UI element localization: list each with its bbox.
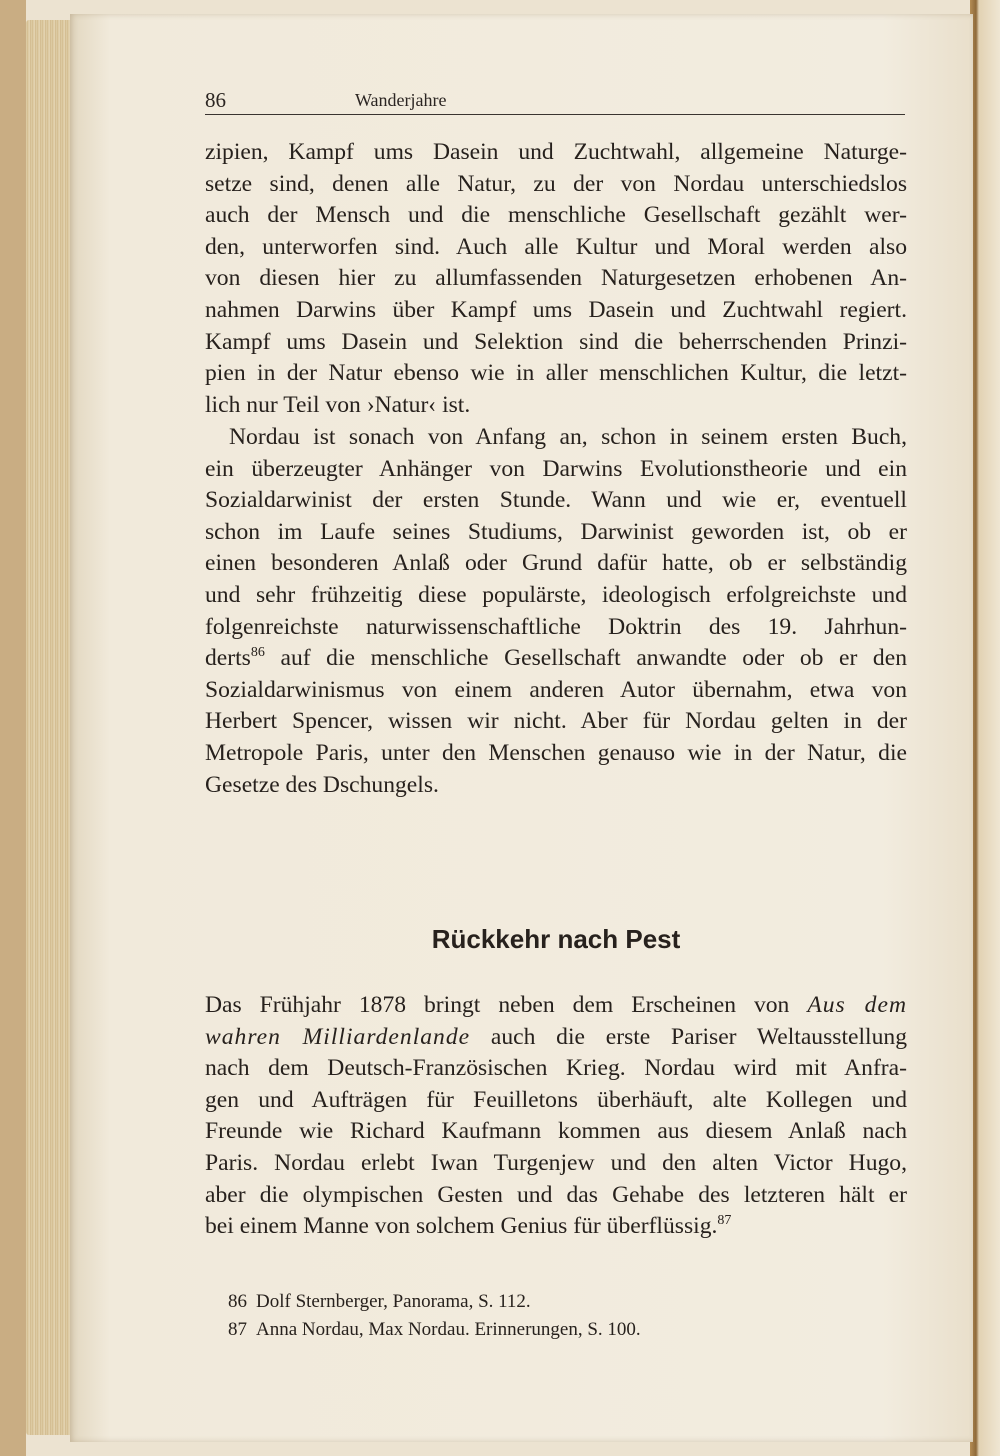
text-line: Herbert Spencer, wissen wir nicht. Aber für Nordau gelten in der: [205, 708, 907, 735]
text-line: pien in der Natur ebenso wie in aller menschlichen Kultur, die letzt-: [205, 360, 907, 387]
scan-background-left: [0, 0, 26, 1456]
text-line: folgenreichste naturwissenschaftliche Doktrin des 19. Jahrhun-: [205, 613, 907, 640]
scan-background-right: [970, 0, 1000, 1456]
paragraph-3: [205, 990, 907, 1243]
footnote-number: 86: [228, 1291, 247, 1312]
text-line: schon im Laufe seines Studiums, Darwinist geworden ist, ob er: [205, 518, 907, 545]
footnotes: [228, 1288, 908, 1344]
book-title-part-2: wahren Milliardenlande: [205, 1023, 471, 1050]
page-number: 86: [205, 88, 226, 112]
text-line: Sozialdarwinismus von einem anderen Autor übernahm, etwa von: [205, 676, 907, 703]
text-line: Freunde wie Richard Kaufmann kommen aus diesem Anlaß nach: [205, 1118, 907, 1145]
footnote-number: 87: [228, 1319, 247, 1340]
text-line: ein überzeugter Anhänger von Darwins Evolutionstheorie und ein: [205, 455, 907, 482]
running-title: Wanderjahre: [355, 90, 447, 110]
text-line: gen und Aufträgen für Feuilletons überhäuft, alte Kollegen und: [205, 1086, 907, 1113]
footnote-87: [228, 1316, 908, 1344]
text-fragment: derts: [205, 645, 251, 672]
footnote-86: [228, 1288, 908, 1316]
text-line: von diesen hier zu allumfassenden Naturgesetzen erhobenen An-: [205, 265, 907, 292]
text-line-with-footnote-ref: [205, 1211, 907, 1243]
text-line-with-footnote-ref: [205, 643, 907, 675]
text-line: auch der Mensch und die menschliche Gesellschaft gezählt wer-: [205, 202, 907, 229]
text-line: Nordau ist sonach von Anfang an, schon in seinem ersten Buch,: [229, 424, 907, 450]
text-line-with-title: [205, 990, 907, 1022]
text-line: Paris. Nordau erlebt Iwan Turgenjew und den alten Victor Hugo,: [205, 1149, 907, 1176]
text-line: und sehr frühzeitig diese populärste, ideologisch erfolgreichste und: [205, 581, 907, 608]
paragraph-2: [205, 422, 907, 801]
paragraph-1: [205, 137, 907, 421]
text-fragment: auch die erste Pariser Weltausstellung: [490, 1023, 907, 1050]
text-line: nahmen Darwins über Kampf ums Dasein und Zuchtwahl regiert.: [205, 296, 907, 323]
text-line: Kampf ums Dasein und Selektion sind die beherrschenden Prinzi-: [205, 328, 907, 355]
text-fragment: bei einem Manne von solchem Genius für überflüssig.: [205, 1213, 718, 1240]
text-line: Metropole Paris, unter den Menschen genauso wie in der Natur, die: [205, 739, 907, 766]
footnote-text: Anna Nordau, Max Nordau. Erinnerungen, S. 100.: [256, 1319, 641, 1340]
text-line: aber die olympischen Gesten und das Gehabe des letzteren hält er: [205, 1181, 907, 1208]
text-line: zipien, Kampf ums Dasein und Zuchtwahl, allgemeine Naturge-: [205, 139, 907, 165]
text-line: Sozialdarwinist der ersten Stunde. Wann und wie er, eventuell: [205, 487, 907, 514]
text-line: lich nur Teil von ›Natur‹ ist.: [205, 391, 471, 418]
text-line: Gesetze des Dschungels.: [205, 771, 439, 798]
text-line-with-title: [205, 1022, 907, 1054]
running-header: [205, 88, 905, 115]
text-line: nach dem Deutsch-Französischen Krieg. Nordau wird mit Anfra-: [205, 1055, 907, 1082]
footnote-text: Dolf Sternberger, Panorama, S. 112.: [256, 1291, 531, 1312]
footnote-ref-86[interactable]: 86: [250, 645, 265, 661]
text-fragment: Das Frühjahr 1878 bringt neben dem Erscheinen von: [205, 992, 790, 1018]
text-fragment: auf die menschliche Gesellschaft anwandte oder ob er den: [280, 645, 907, 672]
text-line: den, unterworfen sind. Auch alle Kultur und Moral werden also: [205, 233, 907, 260]
section-heading: Rückkehr nach Pest: [431, 924, 681, 954]
footnote-ref-87[interactable]: 87: [717, 1213, 732, 1229]
text-line: setze sind, denen alle Natur, zu der von Nordau unterschiedslos: [205, 170, 907, 197]
book-title-part-1: Aus dem: [807, 992, 907, 1018]
text-line: einen besonderen Anlaß oder Grund dafür hatte, ob er selbständig: [205, 550, 907, 577]
